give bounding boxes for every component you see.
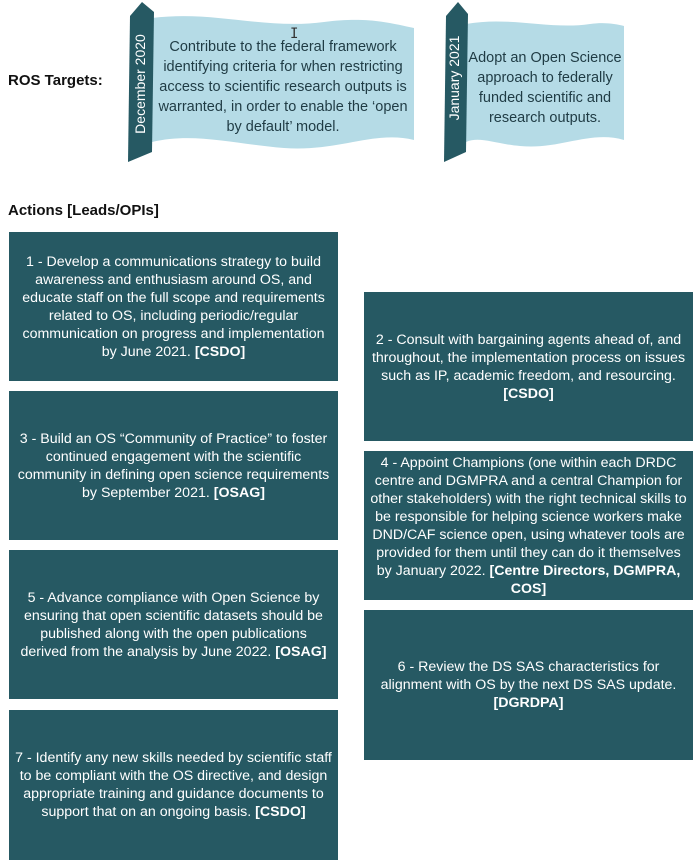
target-description: Adopt an Open Science approach to federally funded scientific and research outputs.	[468, 50, 622, 126]
action-box-1	[9, 232, 338, 381]
action-text: 5 - Advance compliance with Open Science by ensuring that open scientific datasets should be published along with the open publications derived from the analysis by June 2022.	[20, 589, 323, 660]
action-box-6	[364, 610, 693, 760]
text-cursor-icon: I	[290, 26, 299, 42]
action-lead: [DGRDPA]	[493, 695, 564, 711]
ros-targets-label: ROS Targets:	[8, 72, 103, 89]
actions-label: Actions [Leads/OPIs]	[8, 202, 159, 219]
target-banner-december-2020	[124, 2, 416, 164]
action-text: 4 - Appoint Champions (one within each DRDC centre and DGMPRA and a central Champion for other stakeholders) with the right technical skills to be responsible for helping science workers make DND/CAF science open, using whatever tools are provided for them until they can do it themselves by January 2022.	[370, 454, 687, 579]
action-box-3	[9, 391, 338, 540]
target-description: Contribute to the federal framework identifying criteria for when restricting access to scientific research outputs is warranted, in order to enable the ‘open by default’ model.	[158, 39, 408, 135]
action-lead: [CSDO]	[503, 385, 554, 402]
action-text: 3 - Build an OS “Community of Practice” to foster continued engagement with the scientific community in defining open science requirements by September 2021.	[17, 430, 330, 501]
target-date-label: December 2020	[132, 34, 148, 134]
action-lead: [CSDO]	[255, 804, 306, 820]
action-lead: [OSAG]	[213, 484, 265, 501]
action-box-5	[9, 550, 338, 699]
action-box-7	[9, 710, 338, 860]
action-box-4	[364, 451, 693, 600]
action-lead: [OSAG]	[275, 643, 327, 660]
action-lead: [CSDO]	[194, 343, 246, 360]
action-text: 2 - Consult with bargaining agents ahead of, and throughout, the implementation process on issues such as IP, academic freedom, and resourcing.	[371, 331, 686, 384]
action-text: 7 - Identify any new skills needed by scientific staff to be compliant with the OS directive, and design appropriate training and guidance documents to support that on an ongoing basis.	[15, 750, 332, 820]
action-box-2	[364, 292, 693, 441]
target-date-label: January 2021	[446, 35, 462, 121]
target-banner-january-2021	[440, 2, 626, 164]
action-lead: [Centre Directors, DGMPRA, COS]	[489, 562, 681, 597]
action-text: 6 - Review the DS SAS characteristics for alignment with OS by the next DS SAS update.	[380, 659, 677, 693]
action-text: 1 - Develop a communications strategy to build awareness and enthusiasm around OS, and educate staff on the full scope and requirements related to OS, including periodic/regular communication on progress and implementation by June 2021.	[22, 253, 325, 360]
